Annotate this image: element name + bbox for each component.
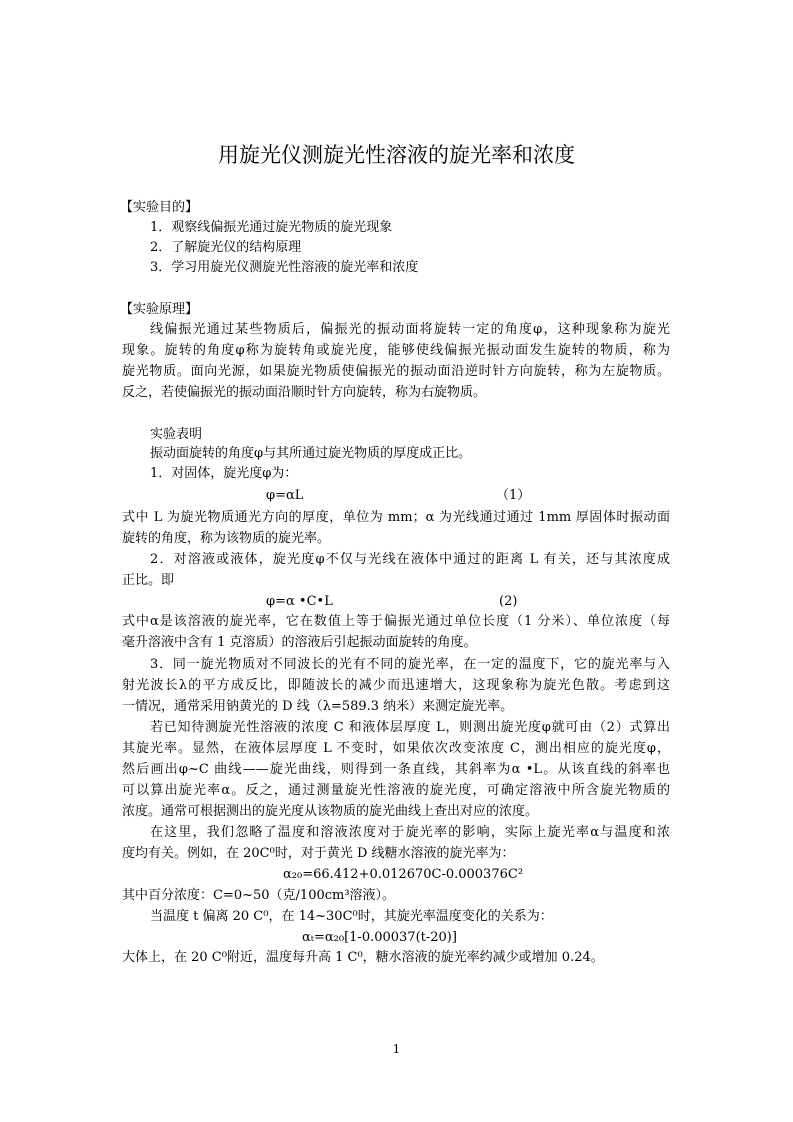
- page-title: 用旋光仪测旋光性溶液的旋光率和浓度: [218, 143, 575, 167]
- document-page: 用旋光仪测旋光性溶液的旋光率和浓度 【实验目的】 1．观察线偏振光通过旋光物质的旋光现象 2．了解旋光仪的结构原理 3．学习用旋光仪测旋光性溶液的旋光率和浓度 【实验原理】 线偏振光通过某些物质后，偏振光的振动面将旋转一定的角度φ，这种现象称为旋光 现象。旋转的角度φ称为旋转角或旋光度，能够使线偏振光振动面发生旋转的物质，称为 旋光物质。面向光源，如果旋光物质使偏振光的振动面沿逆时针方向旋转，称为左旋物质。 反之，若使偏振光的振动面沿顺时针方向旋转，称为右旋物质。 实验表明 振动面旋转的角度φ与其所通过旋光物质的厚度成正比。 1．对固体，旋光度φ为： φ=αL （1） 式中 L 为旋光物质通光方向的厚度，单位为 mm；α 为光线通过通过 1mm 厚固体时振动面 旋转的角度，称为该物质的旋光率。 2．对溶液或液体，旋光度φ不仅与光线在液体中通过的距离 L 有关，还与其浓度成 正比。即 φ=α •C•L (2) 式中α是该溶液的旋光率，它在数值上等于偏振光通过单位长度（1 分米）、单位浓度（每 毫升溶液中含有 1 克溶质）的溶液后引起振动面旋转的角度。 3．同一旋光物质对不同波长的光有不同的旋光率，在一定的温度下，它的旋光率与入 射光波长λ的平方成反比，即随波长的减少而迅速增大，这现象称为旋光色散。考虑到这 一情况，通常采用钠黄光的 D 线（λ=589.3 纳米）来测定旋光率。 若已知待测旋光性溶液的浓度 C 和液体层厚度 L，则测出旋光度φ就可由（2）式算出 其旋光率。显然，在液体层厚度 L 不变时，如果依次改变浓度 C，测出相应的旋光度φ， 然后画出φ~C 曲线——旋光曲线，则得到一条直线，其斜率为α •L。从该直线的斜率也 可以算出旋光率α。反之，通过测量旋光性溶液的旋光度，可确定溶液中所含旋光物质的 浓度。通常可根据测出的旋光度从该物质的旋光曲线上查出对应的浓度。 在这里，我们忽略了温度和溶液浓度对于旋光率的影响，实际上旋光率α与温度和浓 度均有关。例如，在 20C⁰时，对于黄光 D 线糖水溶液的旋光率为： α₂₀=66.412+0.012670C-0.000376C² 其中百分浓度：C=0~50（克/100cm³溶液）。 当温度 t 偏离 20 C⁰，在 14~30C⁰时，其旋光率温度变化的关系为： αₜ=α₂₀[1-0.00037(t-20)] 大体上，在 20 C⁰附近，温度每升高 1 C⁰，糖水溶液的旋光率约减少或增加 0.24。 1: [0, 0, 793, 1122]
- equation-2-number: (2): [499, 594, 518, 609]
- page-number: 1: [392, 1042, 401, 1056]
- equation-1-number: （1）: [496, 488, 531, 503]
